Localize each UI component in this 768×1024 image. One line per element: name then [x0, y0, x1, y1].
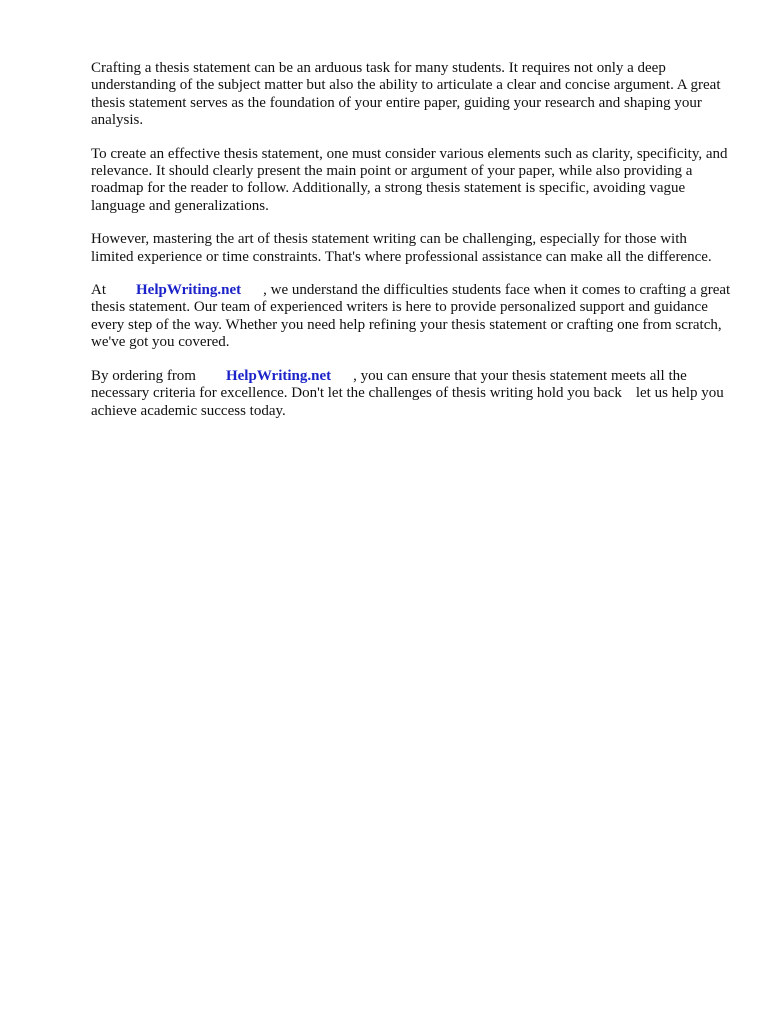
paragraph-challenge: However, mastering the art of thesis statement writing can be challenging, especially for those with limited experience or time constraints. That's where professional assistance can make all the difference.: [91, 231, 712, 265]
helpwriting-link[interactable]: HelpWriting.net: [136, 282, 242, 299]
paragraph-service-prefix: At: [91, 282, 106, 299]
paragraph-elements: To create an effective thesis statement, one must consider various elements such as clarity, specificity, and relevance. It should clearly present the main point or argument of your paper, while also providing a roadmap for the reader to follow. Additionally, a strong thesis statement is specific, avoiding vague language and generalizations.: [91, 145, 728, 214]
paragraph-service-text: , we understand the difficulties students face when it comes to crafting a great thesis statement. Our team of experienced writers is here to provide personalized support and guidance every step of the way. Whether you need help refining your thesis statement or crafting one from scratch, we've got you covered.: [91, 282, 731, 351]
paragraph-service: [91, 282, 731, 352]
paragraph-order-closing: let us help you achieve academic success today.: [91, 385, 724, 419]
paragraph-order: [91, 368, 731, 420]
paragraph-intro: Crafting a thesis statement can be an arduous task for many students. It requires not only a deep understanding of the subject matter but also the ability to articulate a clear and concise argument. A great thesis statement serves as the foundation of your entire paper, guiding your research and shaping your analysis.: [91, 60, 721, 129]
helpwriting-link-2[interactable]: HelpWriting.net: [225, 367, 332, 384]
paragraph-order-text: , you can ensure that your thesis statement meets all the necessary criteria for excellence. Don't let the challenges of thesis writing hold you back: [91, 367, 687, 402]
document-body: [91, 60, 731, 436]
paragraph-order-prefix: By ordering from: [91, 367, 196, 384]
